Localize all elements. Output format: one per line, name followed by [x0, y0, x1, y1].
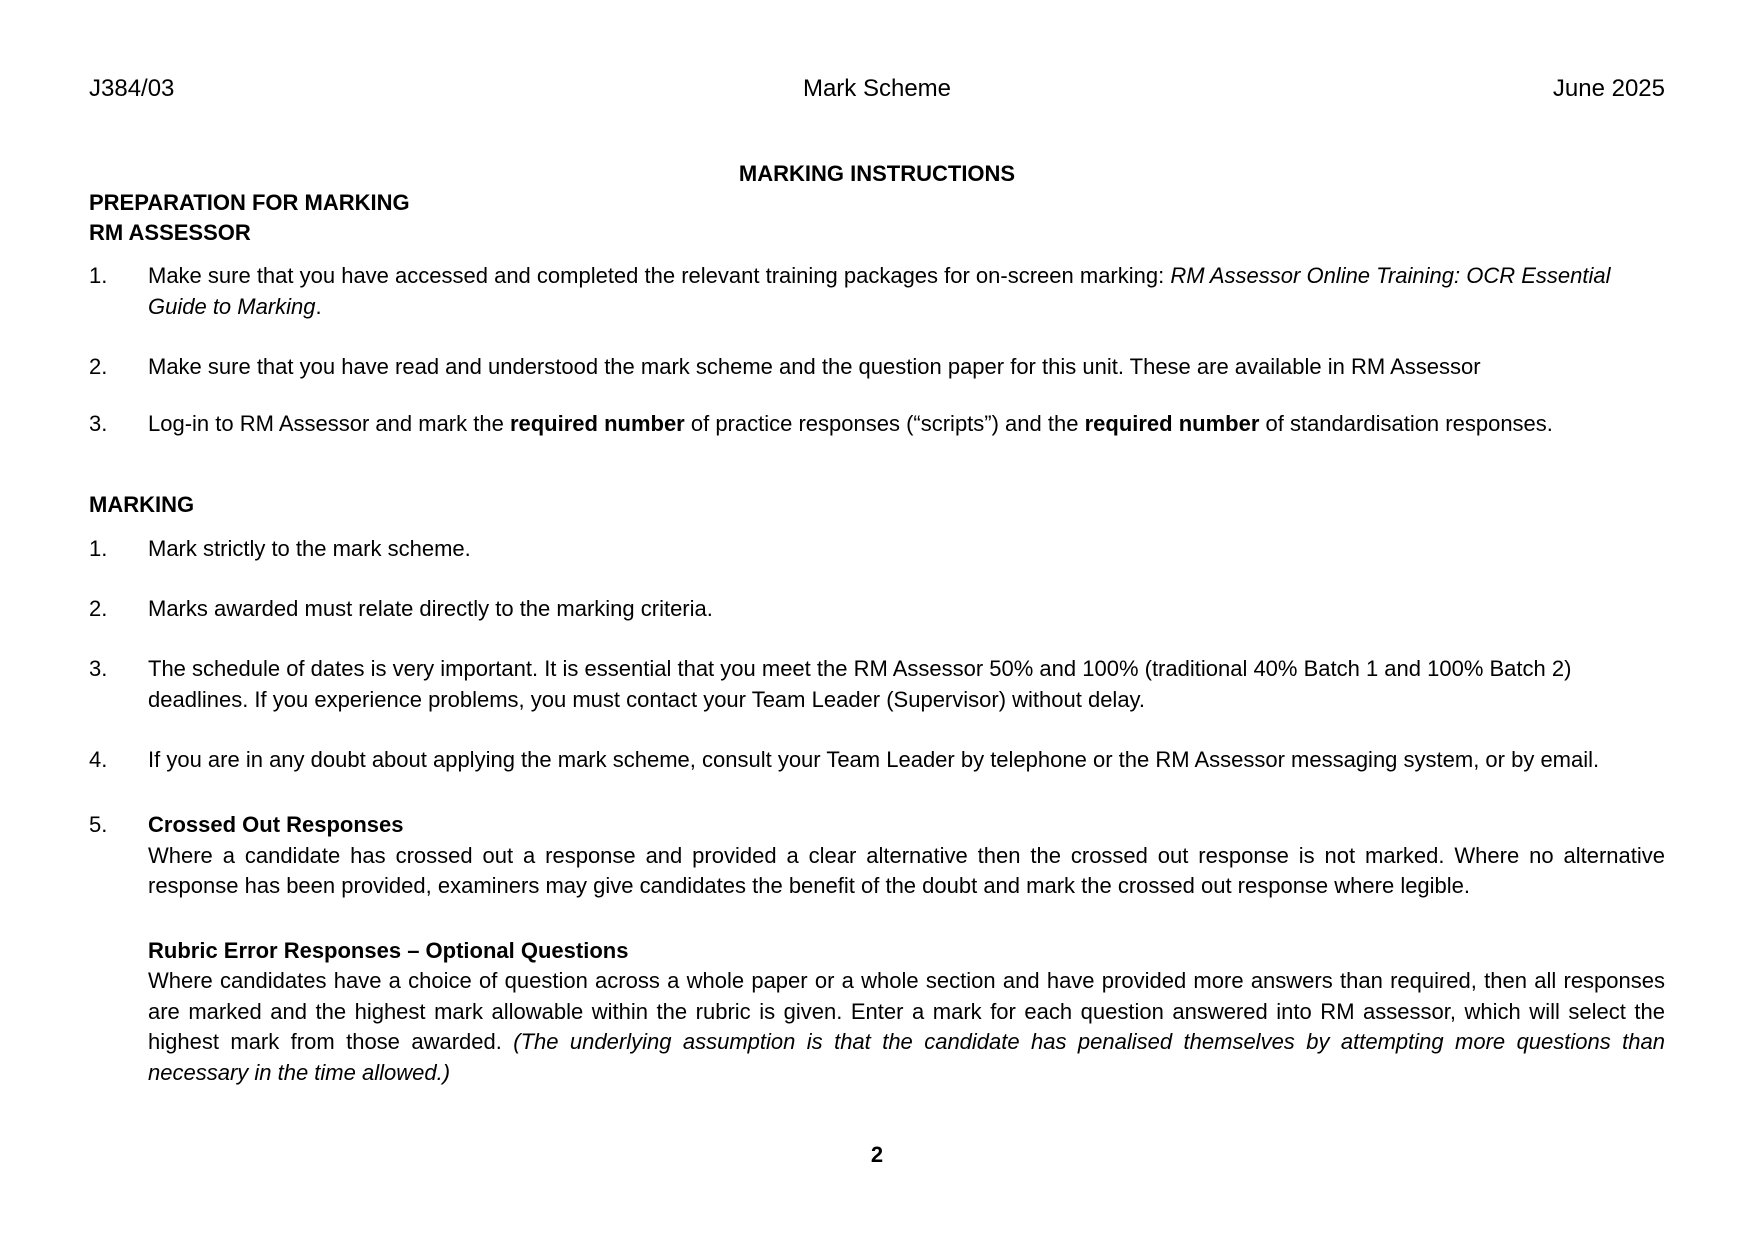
marking-item-5: [89, 810, 1665, 1088]
list-number: 4.: [89, 747, 108, 772]
prep-item-1: [89, 261, 1665, 322]
header-doc-code: J384/03: [89, 75, 175, 102]
marking-item-4: [89, 745, 1665, 776]
prep-item-3: [89, 409, 1729, 440]
rubric-error-heading: Rubric Error Responses – Optional Questions: [148, 937, 629, 963]
marking-item-4-text: If you are in any doubt about applying the mark scheme, consult your Team Leader by telephone or the RM Assessor messaging system, or by email.: [148, 747, 1600, 772]
list-number: 5.: [89, 812, 108, 837]
list-number: 3.: [89, 411, 108, 436]
marking-item-2-text: Marks awarded must relate directly to the marking criteria.: [148, 596, 713, 621]
marking-item-3: [89, 654, 1665, 715]
rubric-error-text: Where candidates have a choice of question across a whole paper or a whole section and have provided more answers than required, then all responses are marked and the highest mark allowable within the rubric is given. Enter a mark for each question answered into RM assessor, which will select the highest mark from those awarded.: [148, 968, 1665, 1054]
list-number: 1.: [89, 536, 108, 561]
prep-item-1-end: .: [315, 293, 322, 319]
page-title: MARKING INSTRUCTIONS: [738, 161, 1016, 186]
marking-item-2: [89, 594, 1665, 625]
prep-item-3-text-a: Log-in to RM Assessor and mark the: [148, 411, 510, 436]
prep-item-2-text: Make sure that you have read and understood the mark scheme and the question paper for this unit. These are available in RM Assessor: [148, 354, 1481, 379]
prep-item-1-text: Make sure that you have accessed and completed the relevant training packages for on-screen marking:: [148, 263, 1171, 288]
page-number: 2: [870, 1142, 884, 1167]
list-number: 2.: [89, 596, 108, 621]
list-number: 1.: [89, 263, 108, 288]
marking-item-3-text: The schedule of dates is very important. It is essential that you meet the RM Assessor 50% and 100% (traditional 40% Batch 1 and 100% Batch 2) deadlines. If you experience problems, you must contact your Team Leader (Supervisor) without delay.: [148, 656, 1572, 712]
prep-heading: PREPARATION FOR MARKING: [89, 190, 410, 215]
list-number: 2.: [89, 354, 108, 379]
prep-item-3-text-c: of standardisation responses.: [1259, 411, 1553, 436]
prep-item-1-training-title: RM Assessor Online Training: OCR Essential Guide to Marking: [148, 263, 1611, 319]
header-date: June 2025: [1552, 75, 1665, 102]
prep-item-3-bold-a: required number: [509, 411, 685, 436]
prep-item-2: [89, 352, 1665, 383]
marking-heading: MARKING: [89, 492, 195, 517]
marking-item-1: [89, 534, 1665, 565]
prep-item-3-text-b: of practice responses (“scripts”) and the: [684, 411, 1085, 436]
marking-item-1-text: Mark strictly to the mark scheme.: [148, 536, 471, 561]
prep-item-3-bold-b: required number: [1084, 411, 1260, 436]
rubric-error-note: (The underlying assumption is that the candidate has penalised themselves by attempting more questions than necessary in the time allowed.): [148, 1029, 1665, 1085]
crossed-out-heading: Crossed Out Responses: [148, 812, 404, 837]
prep-subheading: RM ASSESSOR: [89, 220, 251, 245]
header-doc-title: Mark Scheme: [802, 75, 952, 102]
crossed-out-text: Where a candidate has crossed out a response and provided a clear alternative then the crossed out response is not marked. Where no alternative response has been provided, examiners may give candidates the benefit of the doubt and mark the crossed out response where legible.: [148, 842, 1665, 898]
list-number: 3.: [89, 656, 108, 681]
